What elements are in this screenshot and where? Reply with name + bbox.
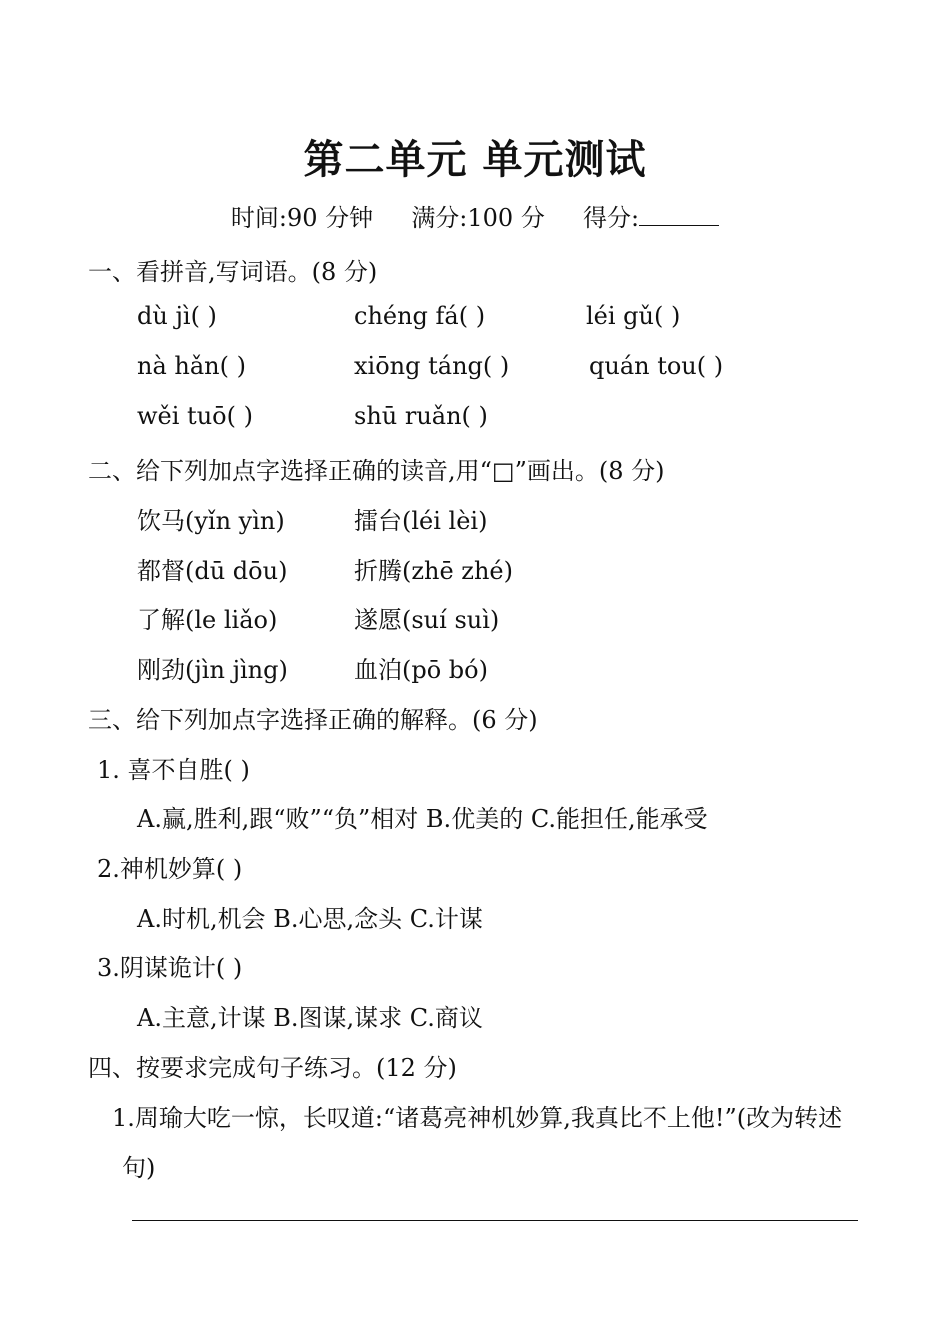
- time-label: 时间:90 分钟: [230, 204, 374, 232]
- pinyin-item: shū ruǎn( ): [354, 402, 488, 430]
- full-score-label: 满分:100 分: [411, 204, 545, 232]
- reading-item: 血泊(pō bó): [354, 656, 488, 684]
- question-1-options: A.赢,胜利,跟“败”“负”相对 B.优美的 C.能担任,能承受: [137, 805, 708, 833]
- reading-item: 擂台(léi lèi): [354, 507, 488, 535]
- pinyin-item: quán tou( ): [589, 352, 724, 380]
- question-1: 1. 喜不自胜( ): [97, 756, 250, 784]
- reading-item: 折腾(zhē zhé): [354, 557, 513, 585]
- pinyin-item: nà hǎn( ): [137, 352, 246, 380]
- score-blank[interactable]: [639, 203, 719, 226]
- section4-heading: 四、按要求完成句子练习。(12 分): [88, 1054, 457, 1082]
- question-2-options: A.时机,机会 B.心思,念头 C.计谋: [137, 905, 483, 933]
- reading-item: 都督(dū dōu): [137, 557, 288, 585]
- reading-item: 遂愿(suí suì): [354, 606, 500, 634]
- section1-heading: 一、看拼音,写词语。(8 分): [88, 258, 378, 286]
- pinyin-item: chéng fá( ): [354, 302, 486, 330]
- question-3-options: A.主意,计谋 B.图谋,谋求 C.商议: [137, 1004, 483, 1032]
- question-3: 3.阴谋诡计( ): [97, 954, 243, 982]
- pinyin-item: xiōng táng( ): [354, 352, 510, 380]
- question-4-1-cont: 句): [122, 1154, 156, 1182]
- reading-item: 了解(le liǎo): [137, 606, 278, 634]
- pinyin-item: léi gǔ( ): [586, 302, 681, 330]
- section2-heading: 二、给下列加点字选择正确的读音,用“□”画出。(8 分): [88, 457, 665, 485]
- pinyin-item: wěi tuō( ): [137, 402, 253, 430]
- answer-line[interactable]: [132, 1220, 858, 1221]
- question-2: 2.神机妙算( ): [97, 855, 243, 883]
- score-label: 得分:: [583, 204, 640, 232]
- reading-item: 刚劲(jìn jìng): [137, 656, 288, 684]
- page-title: 第二单元 单元测试: [303, 137, 647, 183]
- reading-item: 饮马(yǐn yìn): [137, 507, 285, 535]
- exam-meta: [0, 198, 950, 233]
- pinyin-item: dù jì( ): [137, 302, 217, 330]
- section3-heading: 三、给下列加点字选择正确的解释。(6 分): [88, 706, 538, 734]
- question-4-1: 1.周瑜大吃一惊，长叹道:“诸葛亮神机妙算,我真比不上他!”(改为转述: [112, 1104, 843, 1132]
